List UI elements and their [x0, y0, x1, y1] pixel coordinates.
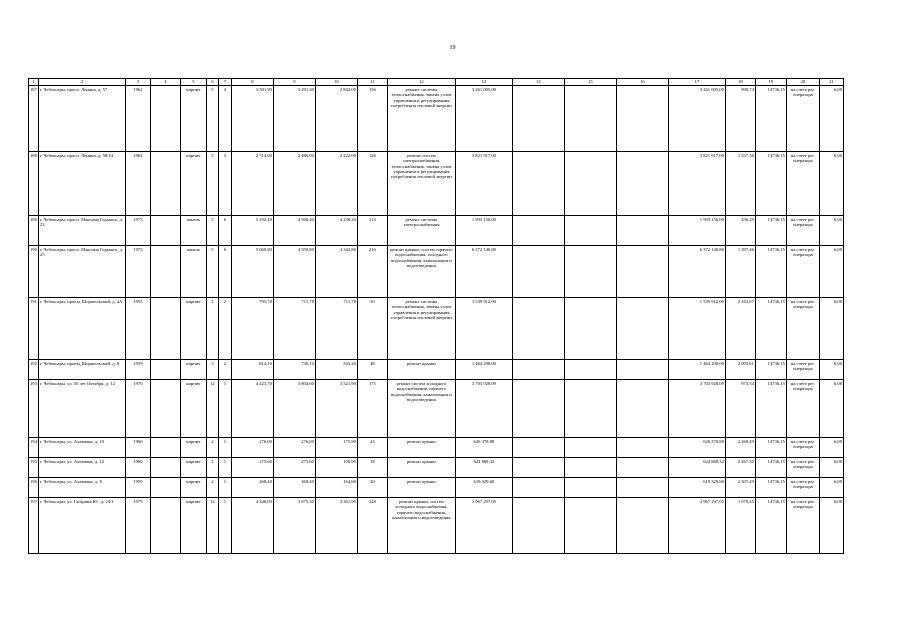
wall-material-cell: кирпич [180, 152, 206, 216]
floors-count-cell: 2 [206, 438, 218, 458]
total-area-cell: 2 714,00 [231, 152, 273, 216]
residents-count-cell: 20 [357, 478, 387, 498]
address-cell: г. Чебоксары, проезд Шоршельский, д. 4А [38, 298, 125, 360]
unit-cost-cell: 2 307,49 [725, 478, 755, 498]
wall-material-cell: кирпич [180, 298, 206, 360]
premises-area-cell: 3 291,30 [273, 86, 315, 152]
premises-area-cell: 3 675,30 [273, 498, 315, 554]
column-15-cell [564, 478, 616, 498]
tariff-cell: 6,08 [819, 498, 843, 554]
table-row [29, 498, 844, 554]
wall-material-cell: кирпич [180, 438, 206, 458]
entrances-count-cell: 1 [218, 438, 231, 458]
table-row [29, 380, 844, 438]
max-unit-cost-cell: 14736,15 [755, 152, 786, 216]
column-16-cell [616, 152, 668, 216]
column-4-cell [150, 246, 180, 298]
floors-count-cell: 3 [206, 360, 218, 380]
tariff-cell: 6,08 [819, 458, 843, 478]
floors-count-cell: 2 [206, 298, 218, 360]
accumulation-method-cell: на счете рег. оператора [786, 360, 819, 380]
premises-area-cell: 4 568,40 [273, 216, 315, 246]
entrances-count-cell: 3 [218, 152, 231, 216]
total-cost-cell: 3 261 005,00 [455, 86, 512, 152]
accumulation-method-cell: на счете рег. оператора [786, 478, 819, 498]
total-area-cell: 275,60 [231, 458, 273, 478]
residents-count-cell: 228 [357, 498, 387, 554]
column-15-cell [564, 438, 616, 458]
wall-material-cell: кирпич [180, 478, 206, 498]
residents-count-cell: 156 [357, 86, 387, 152]
unit-cost-cell: 2 005,61 [725, 360, 755, 380]
entrances-count-cell: 6 [218, 216, 231, 246]
table-body [29, 86, 844, 554]
column-number-20: 20 [786, 79, 819, 86]
address-cell: г. Чебоксары, ул. Ахазмана, д. 12 [38, 458, 125, 478]
total-area-cell: 5 069,80 [231, 246, 273, 298]
commission-year-cell: 1959 [125, 478, 150, 498]
work-type-cell: ремонт систем электроснабжения, теплоснабжения, замена узлов управления и регулирования потребления тепловой энергии [387, 152, 455, 216]
row-number-cell: 188 [29, 152, 39, 216]
wall-material-cell: кирпич [180, 360, 206, 380]
premises-area-cell: 3 804,60 [273, 380, 315, 438]
max-unit-cost-cell: 14736,15 [755, 438, 786, 458]
table-row [29, 86, 844, 152]
accumulation-method-cell: на счете рег. оператора [786, 216, 819, 246]
column-4-cell [150, 360, 180, 380]
max-unit-cost-cell: 14736,15 [755, 298, 786, 360]
column-number-13: 13 [455, 79, 512, 86]
work-type-cell: ремонт крыши [387, 478, 455, 498]
row-number-cell: 194 [29, 438, 39, 458]
column-number-14: 14 [512, 79, 564, 86]
owners-funds-cell: 1 464 298,00 [668, 360, 725, 380]
address-cell: г. Чебоксары, ул. 50 лет Октября, д. 12 [38, 380, 125, 438]
column-number-5: 5 [180, 79, 206, 86]
max-unit-cost-cell: 14736,15 [755, 246, 786, 298]
column-15-cell [564, 152, 616, 216]
table-row [29, 152, 844, 216]
row-number-cell: 195 [29, 458, 39, 478]
unit-cost-cell: 436,29 [725, 216, 755, 246]
column-16-cell [616, 86, 668, 152]
residential-area-cell: 543,20 [315, 360, 357, 380]
floors-count-cell: 5 [206, 86, 218, 152]
residents-count-cell: 18 [357, 458, 387, 478]
total-cost-cell: 624 868,32 [455, 458, 512, 478]
table-row [29, 478, 844, 498]
total-cost-cell: 3 703 928,09 [455, 380, 512, 438]
work-type-cell: ремонт крыши, систем горячего водоснабжения, холодного водоснабжения, канализации и водоотведения [387, 246, 455, 298]
column-4-cell [150, 478, 180, 498]
premises-area-cell: 268,40 [273, 478, 315, 498]
entrances-count-cell: 6 [218, 246, 231, 298]
column-number-18: 18 [725, 79, 755, 86]
residential-area-cell: 3 521,90 [315, 380, 357, 438]
unit-cost-cell: 2 163,67 [725, 298, 755, 360]
commission-year-cell: 1960 [125, 438, 150, 458]
column-15-cell [564, 216, 616, 246]
table-row [29, 298, 844, 360]
owners-funds-cell: 6 372 140,80 [668, 246, 725, 298]
column-number-10: 10 [315, 79, 357, 86]
accumulation-method-cell: на счете рег. оператора [786, 246, 819, 298]
max-unit-cost-cell: 14736,15 [755, 216, 786, 246]
residential-area-cell: 4 230,30 [315, 216, 357, 246]
residential-area-cell: 2 842,00 [315, 86, 357, 152]
entrances-count-cell: 1 [218, 478, 231, 498]
column-number-4: 4 [150, 79, 180, 86]
owners-funds-cell: 3 967 297,05 [668, 498, 725, 554]
commission-year-cell: 1975 [125, 246, 150, 298]
row-number-cell: 196 [29, 478, 39, 498]
column-16-cell [616, 458, 668, 478]
column-number-12: 12 [387, 79, 455, 86]
row-number-cell: 192 [29, 360, 39, 380]
unit-cost-cell: 2 269,49 [725, 438, 755, 458]
residential-area-cell: 711,78 [315, 298, 357, 360]
column-16-cell [616, 216, 668, 246]
floors-count-cell: 2 [206, 478, 218, 498]
column-number-17: 17 [668, 79, 725, 86]
column-14-cell [512, 246, 564, 298]
column-14-cell [512, 498, 564, 554]
total-cost-cell: 626 378,88 [455, 438, 512, 458]
total-area-cell: 268,40 [231, 478, 273, 498]
residents-count-cell: 23 [357, 438, 387, 458]
address-cell: г. Чебоксары, просп. Максима Горького, д. 25 [38, 246, 125, 298]
table-row [29, 216, 844, 246]
column-number-21: 21 [819, 79, 843, 86]
column-number-row [29, 79, 844, 86]
total-cost-cell: 1 993 156,00 [455, 216, 512, 246]
premises-area-cell: 730,10 [273, 360, 315, 380]
column-number-6: 6 [206, 79, 218, 86]
owners-funds-cell: 1 993 156,00 [668, 216, 725, 246]
premises-area-cell: 276,00 [273, 438, 315, 458]
premises-area-cell: 275,60 [273, 458, 315, 478]
row-number-cell: 189 [29, 216, 39, 246]
owners-funds-cell: 1 539 912,00 [668, 298, 725, 360]
commission-year-cell: 1962 [125, 86, 150, 152]
unit-cost-cell: 973,54 [725, 380, 755, 438]
address-cell: г. Чебоксары, ул. Ахазмана, д. 10 [38, 438, 125, 458]
column-15-cell [564, 380, 616, 438]
floors-count-cell: 12 [206, 498, 218, 554]
column-number-8: 8 [231, 79, 273, 86]
tariff-cell: 6,08 [819, 86, 843, 152]
wall-material-cell: кирпич [180, 498, 206, 554]
residential-area-cell: 175,90 [315, 438, 357, 458]
work-type-cell: ремонт системы электроснабжения [387, 216, 455, 246]
unit-cost-cell: 2 267,30 [725, 458, 755, 478]
column-14-cell [512, 478, 564, 498]
table-row [29, 438, 844, 458]
residents-count-cell: 216 [357, 246, 387, 298]
max-unit-cost-cell: 14736,15 [755, 86, 786, 152]
floors-count-cell: 5 [206, 152, 218, 216]
accumulation-method-cell: на счете рег. оператора [786, 86, 819, 152]
work-type-cell: ремонт системы теплоснабжения, замена узлов управления и регулирования потребления тепловой энергии [387, 298, 455, 360]
accumulation-method-cell: на счете рег. оператора [786, 152, 819, 216]
owners-funds-cell: 3 703 928,09 [668, 380, 725, 438]
address-cell: г. Чебоксары, проезд Шоршельский, д. 8 [38, 360, 125, 380]
column-14-cell [512, 380, 564, 438]
address-cell: г. Чебоксары, просп. Максима Горького, д. 23 [38, 216, 125, 246]
max-unit-cost-cell: 14736,15 [755, 360, 786, 380]
column-4-cell [150, 498, 180, 554]
residential-area-cell: 164,60 [315, 478, 357, 498]
column-4-cell [150, 216, 180, 246]
wall-material-cell: панель [180, 246, 206, 298]
column-number-16: 16 [616, 79, 668, 86]
total-cost-cell: 3 821 917,00 [455, 152, 512, 216]
wall-material-cell: кирпич [180, 458, 206, 478]
total-area-cell: 276,00 [231, 438, 273, 458]
column-16-cell [616, 438, 668, 458]
row-number-cell: 193 [29, 380, 39, 438]
column-14-cell [512, 152, 564, 216]
total-area-cell: 4 423,70 [231, 380, 273, 438]
tariff-cell: 6,08 [819, 216, 843, 246]
capital-repair-register-table [28, 78, 844, 554]
total-area-cell: 814,10 [231, 360, 273, 380]
entrances-count-cell: 2 [218, 298, 231, 360]
table-row [29, 246, 844, 298]
owners-funds-cell: 3 261 005,00 [668, 86, 725, 152]
owners-funds-cell: 624 868,32 [668, 458, 725, 478]
tariff-cell: 6,08 [819, 380, 843, 438]
residents-count-cell: 126 [357, 152, 387, 216]
max-unit-cost-cell: 14736,15 [755, 380, 786, 438]
floors-count-cell: 5 [206, 216, 218, 246]
column-4-cell [150, 86, 180, 152]
tariff-cell: 6,08 [819, 246, 843, 298]
column-number-11: 11 [357, 79, 387, 86]
accumulation-method-cell: на счете рег. оператора [786, 498, 819, 554]
accumulation-method-cell: на счете рег. оператора [786, 298, 819, 360]
page-number: 19 [449, 45, 456, 51]
column-16-cell [616, 246, 668, 298]
commission-year-cell: 1975 [125, 216, 150, 246]
address-cell: г. Чебоксары, ул. Ахазмана, д. 8 [38, 478, 125, 498]
work-type-cell: ремонт крыши [387, 458, 455, 478]
floors-count-cell: 5 [206, 246, 218, 298]
total-area-cell: 793,78 [231, 298, 273, 360]
column-16-cell [616, 360, 668, 380]
row-number-cell: 197 [29, 498, 39, 554]
commission-year-cell: 1959 [125, 360, 150, 380]
column-number-15: 15 [564, 79, 616, 86]
wall-material-cell: панель [180, 216, 206, 246]
column-15-cell [564, 246, 616, 298]
wall-material-cell: кирпич [180, 380, 206, 438]
work-type-cell: ремонт системы теплоснабжения, замена узлов управления и регулирования потребления тепловой энергии [387, 86, 455, 152]
entrances-count-cell: 1 [218, 498, 231, 554]
column-16-cell [616, 498, 668, 554]
max-unit-cost-cell: 14736,15 [755, 458, 786, 478]
premises-area-cell: 2 486,00 [273, 152, 315, 216]
premises-area-cell: 711,78 [273, 298, 315, 360]
column-15-cell [564, 498, 616, 554]
column-14-cell [512, 438, 564, 458]
tariff-cell: 6,08 [819, 478, 843, 498]
total-cost-cell: 1 464 298,00 [455, 360, 512, 380]
column-number-19: 19 [755, 79, 786, 86]
total-area-cell: 4 346,09 [231, 498, 273, 554]
column-number-9: 9 [273, 79, 315, 86]
work-type-cell: ремонт крыши, систем холодного водоснабжения, горячего водоснабжения, канализации и водоотведения [387, 498, 455, 554]
residential-area-cell: 3 361,90 [315, 498, 357, 554]
entrances-count-cell: 4 [218, 86, 231, 152]
column-14-cell [512, 216, 564, 246]
residents-count-cell: 175 [357, 380, 387, 438]
entrances-count-cell: 1 [218, 458, 231, 478]
column-15-cell [564, 86, 616, 152]
residential-area-cell: 4 342,80 [315, 246, 357, 298]
residential-area-cell: 2 222,00 [315, 152, 357, 216]
work-type-cell: ремонт крыши [387, 438, 455, 458]
owners-funds-cell: 619 329,60 [668, 478, 725, 498]
unit-cost-cell: 990,74 [725, 86, 755, 152]
column-16-cell [616, 380, 668, 438]
total-area-cell: 5 102,40 [231, 216, 273, 246]
residents-count-cell: 39 [357, 298, 387, 360]
total-cost-cell: 3 967 297,05 [455, 498, 512, 554]
address-cell: г. Чебоксары, просп. Ленина, д. 58/14 [38, 152, 125, 216]
commission-year-cell: 1964 [125, 152, 150, 216]
column-16-cell [616, 298, 668, 360]
address-cell: г. Чебоксары, просп. Ленина, д. 57 [38, 86, 125, 152]
tariff-cell: 6,08 [819, 438, 843, 458]
residential-area-cell: 100,90 [315, 458, 357, 478]
owners-funds-cell: 3 821 917,00 [668, 152, 725, 216]
owners-funds-cell: 626 378,88 [668, 438, 725, 458]
table-row [29, 458, 844, 478]
column-number-1: 1 [29, 79, 39, 86]
accumulation-method-cell: на счете рег. оператора [786, 438, 819, 458]
total-area-cell: 3 591,90 [231, 86, 273, 152]
entrances-count-cell: 2 [218, 360, 231, 380]
work-type-cell: ремонт крыши [387, 360, 455, 380]
column-number-7: 7 [218, 79, 231, 86]
accumulation-method-cell: на счете рег. оператора [786, 458, 819, 478]
tariff-cell: 6,08 [819, 360, 843, 380]
column-4-cell [150, 438, 180, 458]
wall-material-cell: кирпич [180, 86, 206, 152]
total-cost-cell: 619 329,60 [455, 478, 512, 498]
residents-count-cell: 214 [357, 216, 387, 246]
floors-count-cell: 2 [206, 458, 218, 478]
unit-cost-cell: 1 537,38 [725, 152, 755, 216]
commission-year-cell: 1960 [125, 458, 150, 478]
row-number-cell: 190 [29, 246, 39, 298]
entrances-count-cell: 1 [218, 380, 231, 438]
address-cell: г. Чебоксары, ул. Гагарина Ю., д. 24/1 [38, 498, 125, 554]
column-14-cell [512, 86, 564, 152]
row-number-cell: 191 [29, 298, 39, 360]
column-14-cell [512, 298, 564, 360]
column-4-cell [150, 298, 180, 360]
premises-area-cell: 4 559,80 [273, 246, 315, 298]
work-type-cell: ремонт систем холодного водоснабжения, горячего водоснабжения, канализации и водоотведения [387, 380, 455, 438]
tariff-cell: 6,08 [819, 298, 843, 360]
table-row [29, 360, 844, 380]
total-cost-cell: 6 372 140,80 [455, 246, 512, 298]
total-cost-cell: 1 539 912,00 [455, 298, 512, 360]
column-16-cell [616, 478, 668, 498]
residents-count-cell: 48 [357, 360, 387, 380]
column-15-cell [564, 360, 616, 380]
column-number-3: 3 [125, 79, 150, 86]
unit-cost-cell: 1 079,45 [725, 498, 755, 554]
column-14-cell [512, 458, 564, 478]
floors-count-cell: 12 [206, 380, 218, 438]
column-number-2: 2 [38, 79, 125, 86]
max-unit-cost-cell: 14736,15 [755, 478, 786, 498]
column-4-cell [150, 152, 180, 216]
commission-year-cell: 1979 [125, 498, 150, 554]
unit-cost-cell: 1 397,46 [725, 246, 755, 298]
row-number-cell: 187 [29, 86, 39, 152]
column-14-cell [512, 360, 564, 380]
column-15-cell [564, 298, 616, 360]
max-unit-cost-cell: 14736,15 [755, 498, 786, 554]
tariff-cell: 6,08 [819, 152, 843, 216]
column-15-cell [564, 458, 616, 478]
accumulation-method-cell: на счете рег. оператора [786, 380, 819, 438]
commission-year-cell: 1955 [125, 298, 150, 360]
column-4-cell [150, 380, 180, 438]
column-4-cell [150, 458, 180, 478]
commission-year-cell: 1970 [125, 380, 150, 438]
